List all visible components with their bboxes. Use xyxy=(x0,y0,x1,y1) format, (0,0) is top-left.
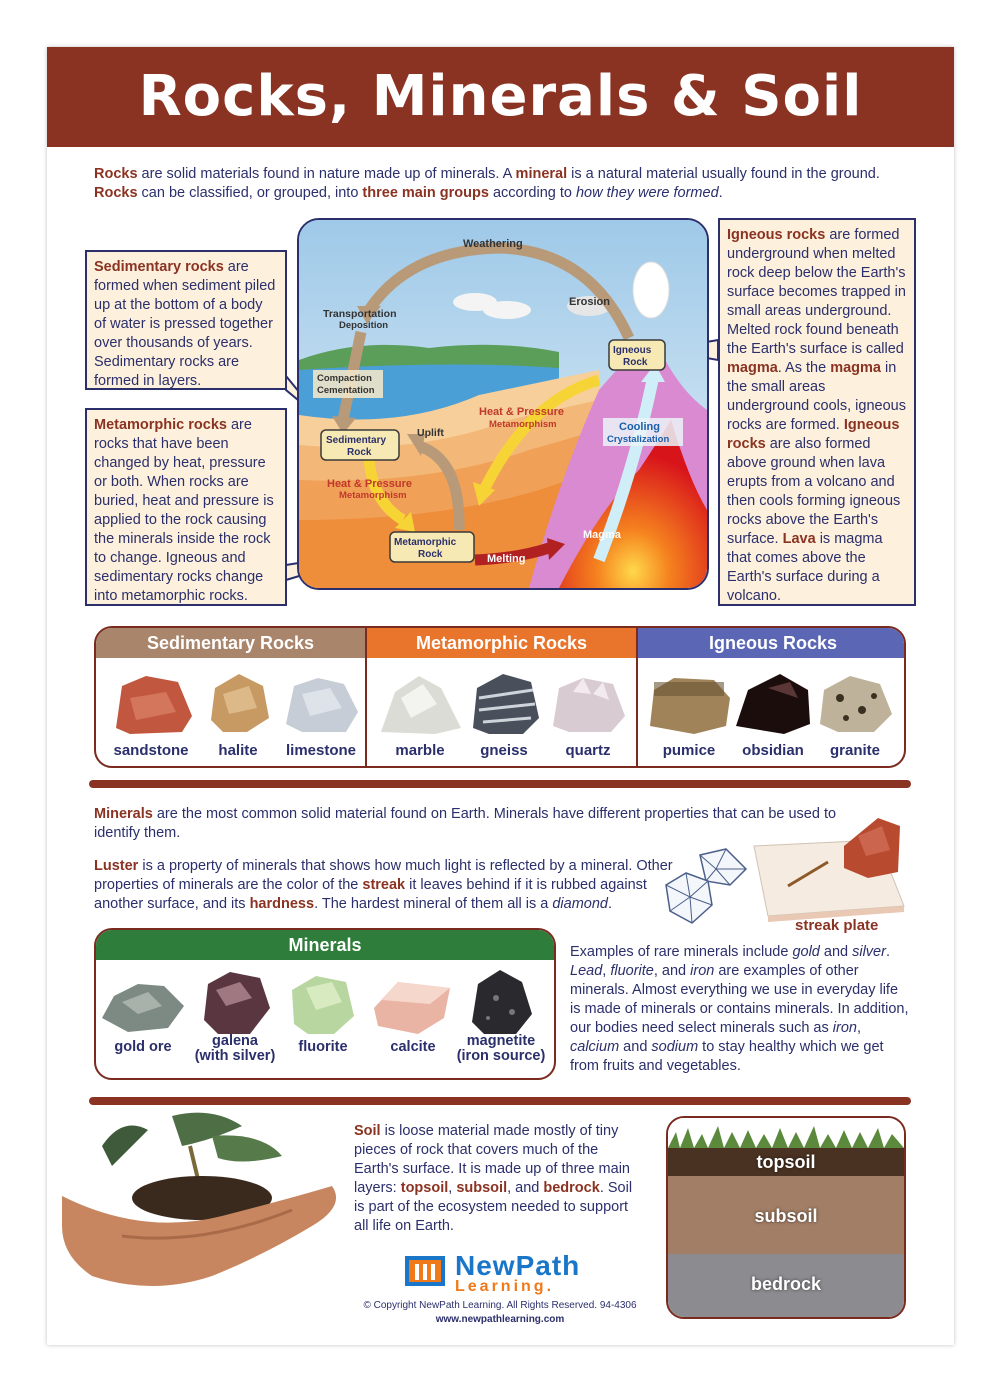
gold-ore-sample: gold ore xyxy=(98,968,188,1043)
luster-text: Luster is a property of minerals that shows how much light is reflected by a mineral. Other properties of minerals are the color of the streak it leaves behind if it is rubbed against another surface, and its hardness. The hardest mineral of them all is a diamond. xyxy=(94,858,673,912)
rock-cycle-diagram xyxy=(297,218,709,590)
gneiss-sample: gneiss xyxy=(459,668,549,743)
label-hp-1: Heat & Pressure xyxy=(327,478,412,490)
label-weathering: Weathering xyxy=(463,238,523,250)
galena-sample: galena (with silver) xyxy=(190,968,280,1043)
book-icon xyxy=(403,1252,449,1292)
streak-plate-label: streak plate xyxy=(795,917,879,934)
sandstone-sample: sandstone xyxy=(106,668,196,743)
label-cooling: Cooling xyxy=(619,421,660,433)
metamorphic-header: Metamorphic Rocks xyxy=(367,628,636,658)
svg-text:Sedimentary: Sedimentary xyxy=(326,435,387,446)
rock-types-table xyxy=(94,626,906,768)
magnetite-sample: magnetite (iron source) xyxy=(456,968,546,1043)
label-magma: Magma xyxy=(583,529,621,541)
limestone-sample: limestone xyxy=(276,668,366,743)
newpath-logo: NewPath Learning. xyxy=(403,1250,613,1296)
svg-text:Metamorphic: Metamorphic xyxy=(394,537,457,548)
metamorphic-column xyxy=(367,628,638,768)
divider-2 xyxy=(89,1097,911,1105)
soil-text: Soil is loose material made mostly of tiny pieces of rock that covers much of the Earth's surface. It is made up of three main layers: topsoil, subsoil, and bedrock. Soil is part of the ecosystem needed to support all life on Earth. xyxy=(354,1123,633,1234)
minerals-samples-box xyxy=(94,928,556,1080)
label-crystalization: Crystalization xyxy=(607,434,670,445)
label-cementation: Cementation xyxy=(317,385,375,396)
quartz-sample: quartz xyxy=(543,668,633,743)
granite-sample: granite xyxy=(810,668,900,743)
halite-sample: halite xyxy=(193,668,283,743)
svg-text:Rock: Rock xyxy=(347,447,372,458)
pumice-sample: pumice xyxy=(644,668,734,743)
svg-text:Rock: Rock xyxy=(623,357,648,368)
svg-text:Igneous: Igneous xyxy=(613,345,652,356)
sedimentary-header: Sedimentary Rocks xyxy=(96,628,365,658)
minerals-header: Minerals xyxy=(96,930,554,960)
label-uplift: Uplift xyxy=(417,427,444,439)
rare-minerals-text: Examples of rare minerals include gold and silver. Lead, fluorite, and iron are examples of other minerals. Almost everything we use in everyday life is made of minerals or contains minerals. In addition, our bodies need select minerals such as iron, calcium and sodium to stay healthy which we get from fruits and vegetables. xyxy=(570,944,909,1074)
label-hp-2: Heat & Pressure xyxy=(479,406,564,418)
label-transportation: Transportation xyxy=(323,308,397,320)
label-deposition: Deposition xyxy=(339,320,389,331)
metamorphic-rocks-box: Metamorphic rocks are rocks that have been changed by heat, pressure or both. When rocks are buried, heat and pressure is applied to the rock causing the minerals inside the rock to change. Igneous and sedimentary rocks change into metamorphic rocks. xyxy=(85,408,287,606)
igneous-column xyxy=(638,628,906,768)
obsidian-sample: obsidian xyxy=(728,668,818,743)
marble-sample: marble xyxy=(375,668,465,743)
label-meta-2: Metamorphism xyxy=(489,419,557,430)
label-melting: Melting xyxy=(487,553,526,565)
calcite-sample: calcite xyxy=(368,968,458,1043)
website-link[interactable]: www.newpathlearning.com xyxy=(435,1314,565,1325)
cloud-2 xyxy=(483,301,531,319)
fluorite-sample: fluorite xyxy=(278,968,368,1043)
diamond-illustration xyxy=(660,845,752,927)
sedimentary-rocks-box: Sedimentary rocks are formed when sediment piled up at the bottom of a body of water is pressed together over thousands of years. Sedimentary rocks are formed in layers. xyxy=(85,250,287,390)
hand-with-plant-illustration xyxy=(62,1106,342,1296)
eruption-plume xyxy=(633,262,669,318)
igneous-rocks-box: Igneous rocks are formed underground when melted rock deep below the Earth's surface becomes trapped in small areas underground. Melted rock found beneath the Earth's surface is called magma. As the magma in the small areas underground cools, igneous rocks are formed. Igneous rocks are also formed above ground when lava erupts from a volcano and then cools forming igneous rocks above the Earth's surface. Lava is magma that comes above the Earth's surface during a volcano. xyxy=(718,218,916,606)
label-meta-1: Metamorphism xyxy=(339,490,407,501)
soil-layers-diagram xyxy=(666,1116,906,1319)
intro-text: Rocks are solid materials found in nature made up of minerals. A mineral is a natural material usually found in the ground. Rocks can be classified, or grouped, into three main groups according to how they were formed. xyxy=(94,166,880,201)
copyright-text: © Copyright NewPath Learning. All Rights Reserved. 94-4306 xyxy=(363,1300,637,1311)
label-compaction: Compaction xyxy=(317,373,372,384)
topsoil-label: topsoil xyxy=(756,1152,816,1172)
label-erosion: Erosion xyxy=(569,296,610,308)
divider-1 xyxy=(89,780,911,788)
igneous-header: Igneous Rocks xyxy=(638,628,906,658)
bedrock-label: bedrock xyxy=(750,1274,822,1294)
sedimentary-column xyxy=(96,628,367,768)
svg-text:Rock: Rock xyxy=(418,549,443,560)
page-title: Rocks, Minerals & Soil xyxy=(138,64,863,129)
subsoil-label: subsoil xyxy=(754,1206,818,1226)
streak-plate-illustration xyxy=(748,816,908,922)
minerals-intro-text: Minerals are the most common solid material found on Earth. Minerals have different properties that can be used to identify them. xyxy=(94,806,837,841)
